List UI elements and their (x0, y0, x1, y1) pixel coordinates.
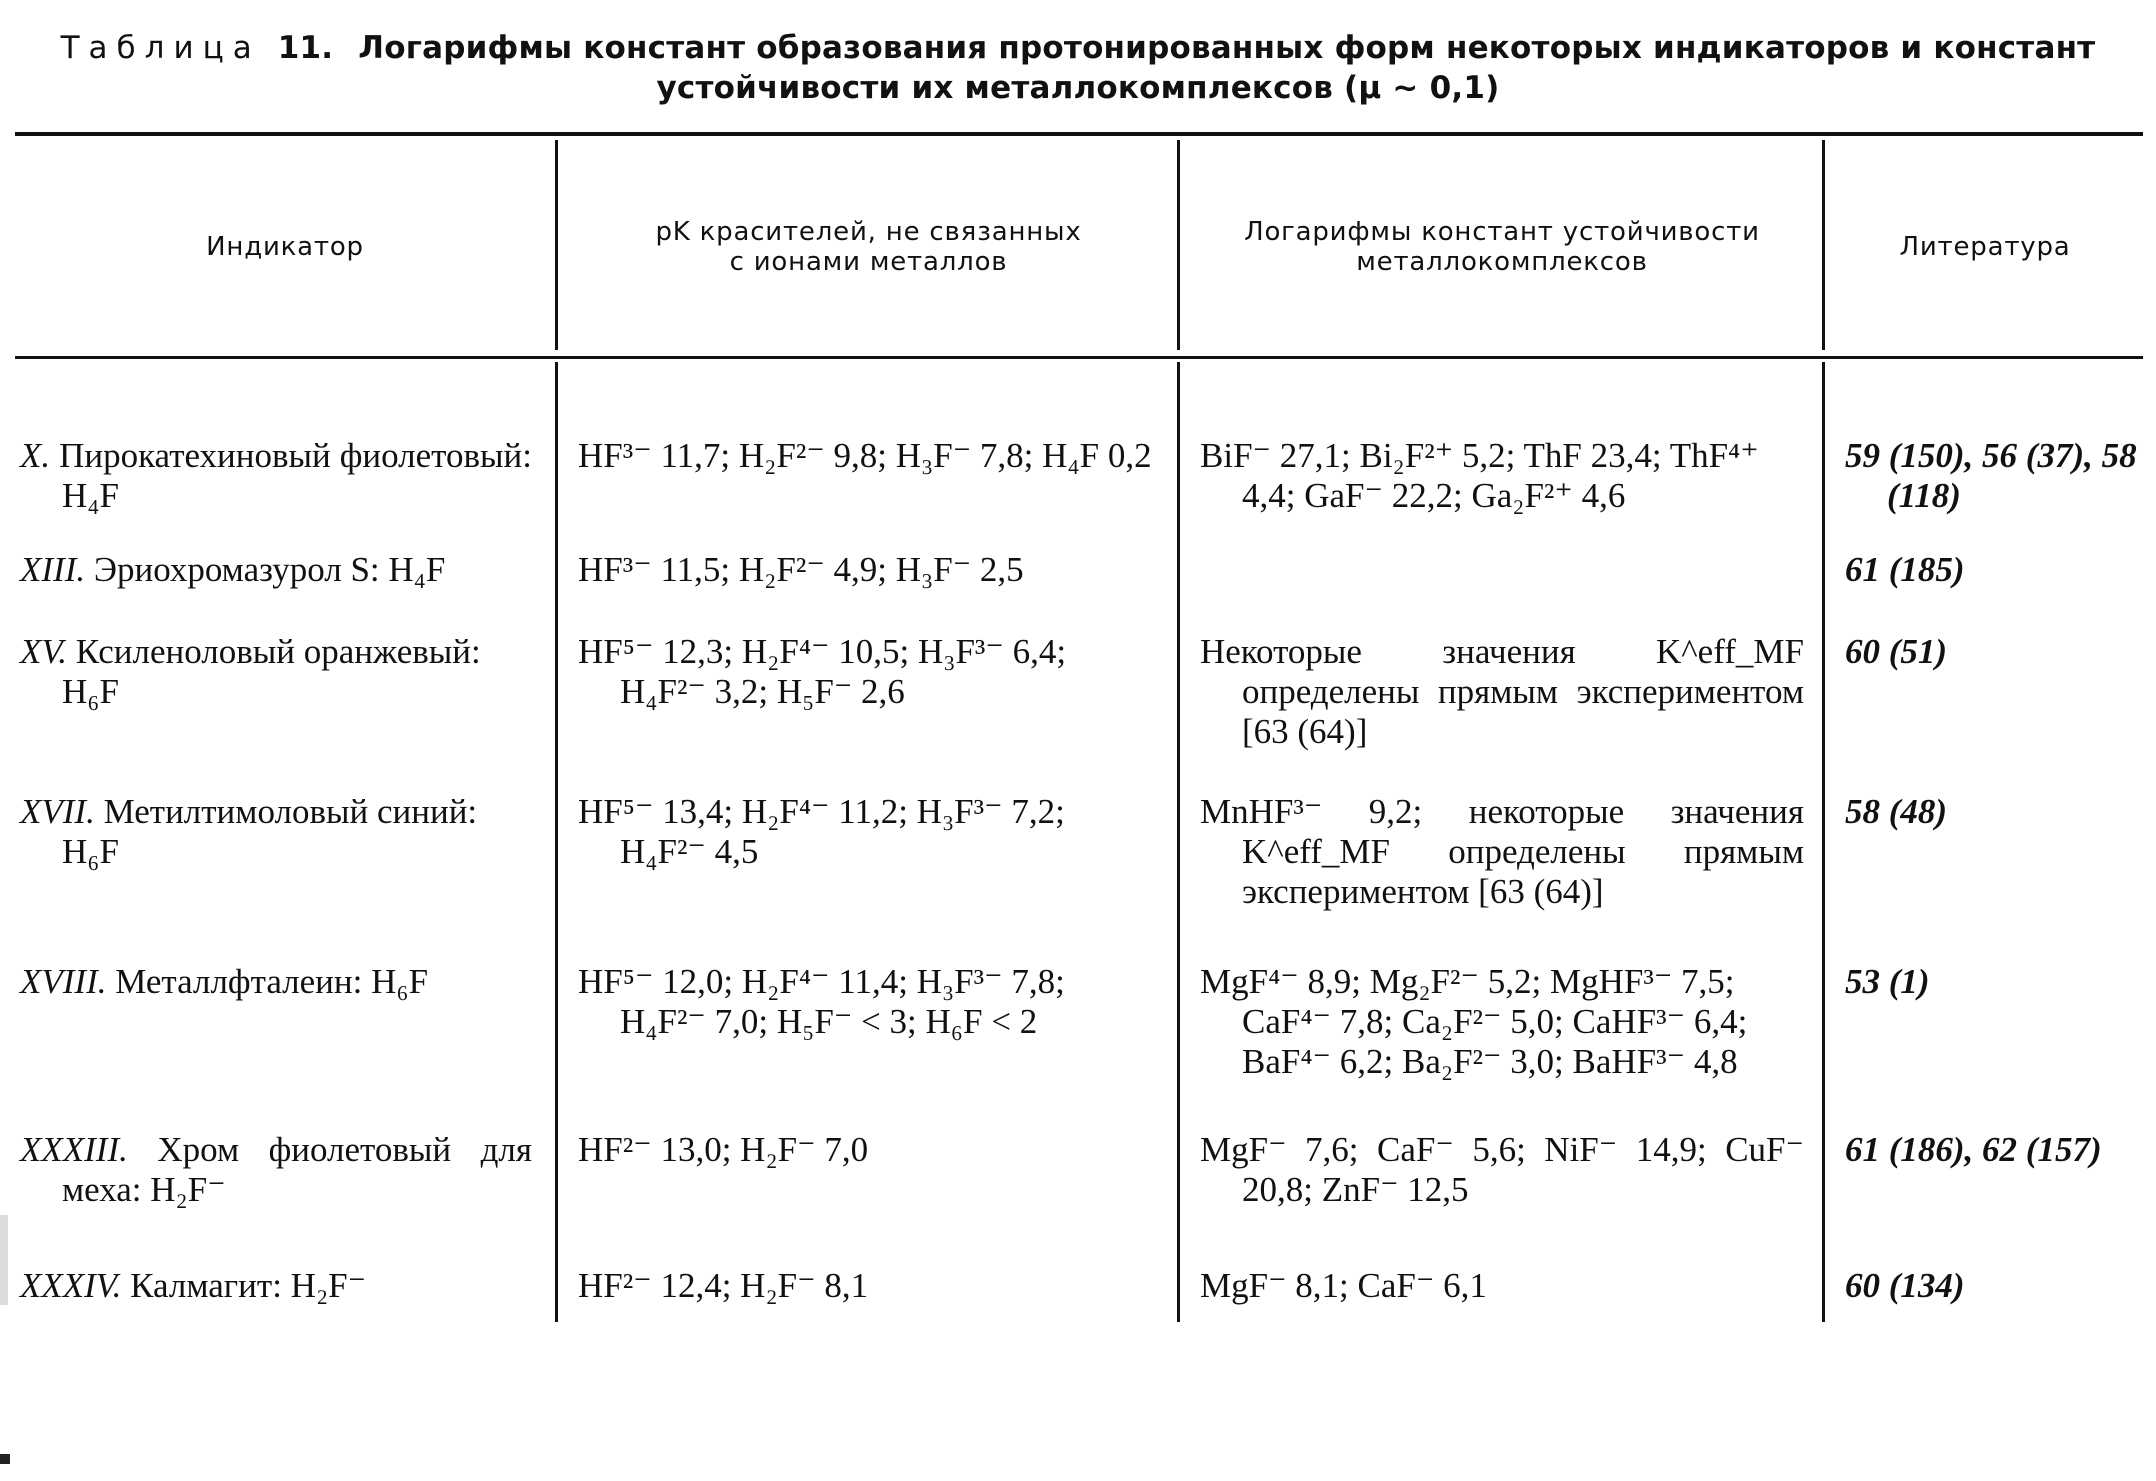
header-divider-2 (1177, 140, 1180, 350)
row-name: Метилтимоловый синий: H₆F (62, 792, 478, 871)
table-row-xv-literature (1845, 632, 2145, 672)
row-pk-text: HF⁵⁻ 12,3; H₂F⁴⁻ 10,5; H₃F³⁻ 6,4; H₄F²⁻ 3,2; H₅F⁻ 2,6 (578, 632, 1067, 711)
table-row-xiii-indicator (20, 550, 532, 590)
header-indicator (15, 138, 555, 356)
row-name: Калмагит: H₂F⁻ (130, 1266, 367, 1305)
row-lit-text: 60 (134) (1845, 1266, 1965, 1305)
row-lit-text: 58 (48) (1845, 792, 1948, 831)
table-row-xv-logk (1200, 632, 1804, 752)
row-name: Ксиленоловый оранжевый: H₆F (62, 632, 481, 711)
top-rule (15, 132, 2143, 136)
body-divider-3 (1822, 362, 1825, 1322)
caption-number: 11. (277, 30, 334, 66)
row-logk-text: MgF⁻ 8,1; CaF⁻ 6,1 (1200, 1266, 1487, 1305)
table-row-xviii-literature (1845, 962, 2145, 1002)
table-row-x-logk (1200, 436, 1804, 516)
row-roman: XV. (20, 632, 67, 671)
indicator-text (20, 436, 532, 516)
table-row-xiii-literature (1845, 550, 2145, 590)
row-roman: XXXIV. (20, 1266, 122, 1305)
table-row-xvii-pk (578, 792, 1158, 872)
table-row-xxxiii-logk (1200, 1130, 1804, 1210)
row-pk-text: HF²⁻ 13,0; H₂F⁻ 7,0 (578, 1130, 869, 1169)
row-pk-text: HF⁵⁻ 12,0; H₂F⁴⁻ 11,4; H₃F³⁻ 7,8; H₄F²⁻ 7,0; H₅F⁻ < 3; H₆F < 2 (578, 962, 1065, 1041)
table-row-xxxiv-literature (1845, 1266, 2145, 1306)
indicator-text (20, 792, 540, 872)
table-caption (0, 28, 2156, 108)
table-row-xvii-logk (1200, 792, 1804, 912)
row-pk-text: HF³⁻ 11,7; H₂F²⁻ 9,8; H₃F⁻ 7,8; H₄F 0,2 (578, 436, 1152, 475)
row-name: Хром фиолетовый для меха: H₂F⁻ (62, 1130, 532, 1209)
indicator-text (20, 962, 540, 1002)
table-row-xviii-pk (578, 962, 1158, 1042)
row-logk-text: MgF⁻ 7,6; CaF⁻ 5,6; NiF⁻ 14,9; CuF⁻ 20,8; ZnF⁻ 12,5 (1200, 1130, 1804, 1209)
row-pk-text: HF³⁻ 11,5; H₂F²⁻ 4,9; H₃F⁻ 2,5 (578, 550, 1024, 589)
row-name: Эриохромазурол S: H₄F (93, 550, 446, 589)
table-row-xxxiii-indicator (20, 1130, 532, 1210)
caption-line-1 (0, 28, 2156, 68)
row-roman: XVIII. (20, 962, 107, 1001)
row-roman: XXXIII. (20, 1130, 128, 1169)
row-logk-text: BiF⁻ 27,1; Bi₂F²⁺ 5,2; ThF 23,4; ThF⁴⁺ 4,4; GaF⁻ 22,2; Ga₂F²⁺ 4,6 (1200, 436, 1759, 515)
table-row-xxxiii-literature (1845, 1130, 2145, 1170)
table-row-xviii-logk (1200, 962, 1810, 1082)
caption-line-2: устойчивости их металлокомплексов (μ ∼ 0,1) (656, 70, 1500, 106)
row-name: Пирокатехиновый фиолетовый: H₄F (59, 436, 532, 515)
caption-text-1: Логарифмы констант образования протонированных форм некоторых индикаторов и констант (358, 30, 2096, 66)
header-divider-3 (1822, 140, 1825, 350)
header-literature-label: Литература (1899, 232, 2071, 262)
table-row-x-pk (578, 436, 1158, 476)
row-logk-text: MnHF³⁻ 9,2; некоторые значения K^eff_MF определены прямым экспериментом [63 (64)] (1200, 792, 1804, 911)
row-lit-text: 53 (1) (1845, 962, 1930, 1001)
body-divider-2 (1177, 362, 1180, 1322)
header-rule (15, 356, 2143, 359)
table-row-xv-pk (578, 632, 1158, 712)
row-logk-text: MgF⁴⁻ 8,9; Mg₂F²⁻ 5,2; MgHF³⁻ 7,5; CaF⁴⁻ 7,8; Ca₂F²⁻ 5,0; CaHF³⁻ 6,4; BaF⁴⁻ 6,2; Ba₂F²⁻ 3,0; BaHF³⁻ 4,8 (1200, 962, 1748, 1081)
header-indicator-label: Индикатор (206, 232, 364, 262)
caption-label: Таблица (60, 30, 261, 66)
table-row-xviii-indicator (20, 962, 540, 1002)
indicator-text (20, 550, 532, 590)
header-logk (1182, 138, 1822, 356)
indicator-text (20, 1130, 532, 1210)
header-literature (1827, 138, 2143, 356)
table-row-x-indicator (20, 436, 532, 516)
row-lit-text: 59 (150), 56 (37), 58 (118) (1845, 436, 2137, 515)
row-roman: XIII. (20, 550, 86, 589)
row-lit-text: 60 (51) (1845, 632, 1948, 671)
table-row-xv-indicator (20, 632, 540, 712)
scan-speck (0, 1454, 10, 1464)
table-row-xxxiv-pk (578, 1266, 1158, 1306)
row-logk-text: Некоторые значения K^eff_MF определены прямым экспериментом [63 (64)] (1200, 632, 1804, 751)
row-lit-text: 61 (185) (1845, 550, 1965, 589)
scan-shadow (0, 1215, 8, 1305)
row-roman: X. (20, 436, 51, 475)
row-roman: XVII. (20, 792, 95, 831)
table-row-xvii-literature (1845, 792, 2145, 832)
header-pk (560, 138, 1177, 356)
row-lit-text: 61 (186), 62 (157) (1845, 1130, 2102, 1169)
header-divider-1 (555, 140, 558, 350)
indicator-text (20, 632, 540, 712)
header-pk-label: pK красителей, не связанных с ионами металлов (655, 217, 1082, 277)
table-row-xxxiv-logk (1200, 1266, 1804, 1306)
table-row-xvii-indicator (20, 792, 540, 872)
header-logk-label: Логарифмы констант устойчивости металлокомплексов (1244, 217, 1760, 277)
body-divider-1 (555, 362, 558, 1322)
table-row-xxxiii-pk (578, 1130, 1158, 1170)
indicator-text (20, 1266, 540, 1306)
row-pk-text: HF²⁻ 12,4; H₂F⁻ 8,1 (578, 1266, 869, 1305)
table-row-x-literature (1845, 436, 2145, 516)
table-row-xiii-pk (578, 550, 1158, 590)
row-name: Металлфталеин: H₆F (115, 962, 429, 1001)
row-pk-text: HF⁵⁻ 13,4; H₂F⁴⁻ 11,2; H₃F³⁻ 7,2; H₄F²⁻ 4,5 (578, 792, 1065, 871)
table-row-xxxiv-indicator (20, 1266, 540, 1306)
